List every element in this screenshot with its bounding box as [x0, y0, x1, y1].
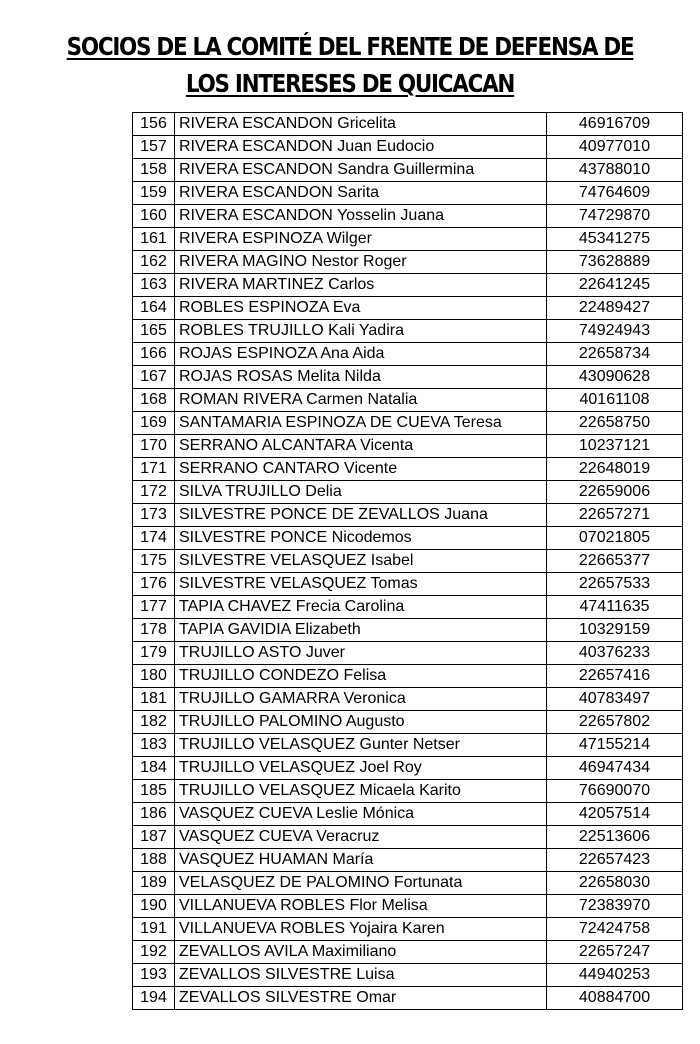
table-row [133, 711, 683, 734]
member-number: 172 [133, 481, 175, 504]
member-dni: 22659006 [547, 481, 683, 504]
member-name: TRUJILLO CONDEZO Felisa [175, 665, 547, 688]
table-row [133, 366, 683, 389]
table-row [133, 665, 683, 688]
member-dni: 40783497 [547, 688, 683, 711]
member-name: ZEVALLOS AVILA Maximiliano [175, 941, 547, 964]
member-name: RIVERA ESCANDON Juan Eudocio [175, 136, 547, 159]
table-row [133, 251, 683, 274]
member-number: 166 [133, 343, 175, 366]
page-title: SOCIOS DE LA COMITÉ DEL FRENTE DE DEFENSA DE LOS INTERESES DE QUICACAN [66, 32, 634, 98]
member-dni: 72383970 [547, 895, 683, 918]
table-row [133, 849, 683, 872]
table-row [133, 481, 683, 504]
member-dni: 42057514 [547, 803, 683, 826]
member-name: ROMAN RIVERA Carmen Natalia [175, 389, 547, 412]
member-number: 165 [133, 320, 175, 343]
member-name: SILVA TRUJILLO Delia [175, 481, 547, 504]
member-dni: 40161108 [547, 389, 683, 412]
member-dni: 22657416 [547, 665, 683, 688]
member-number: 176 [133, 573, 175, 596]
member-name: RIVERA MAGINO Nestor Roger [175, 251, 547, 274]
member-name: RIVERA ESPINOZA Wilger [175, 228, 547, 251]
table-row [133, 826, 683, 849]
member-dni: 22648019 [547, 458, 683, 481]
table-row [133, 964, 683, 987]
table-row [133, 895, 683, 918]
table-row [133, 941, 683, 964]
table-row [133, 918, 683, 941]
member-name: ROBLES TRUJILLO Kali Yadira [175, 320, 547, 343]
member-dni: 74764609 [547, 182, 683, 205]
table-row [133, 297, 683, 320]
table-row [133, 182, 683, 205]
member-name: ZEVALLOS SILVESTRE Omar [175, 987, 547, 1010]
member-number: 157 [133, 136, 175, 159]
member-number: 186 [133, 803, 175, 826]
member-name: RIVERA ESCANDON Yosselin Juana [175, 205, 547, 228]
member-number: 183 [133, 734, 175, 757]
member-number: 164 [133, 297, 175, 320]
member-dni: 22641245 [547, 274, 683, 297]
table-row [133, 113, 683, 136]
member-number: 189 [133, 872, 175, 895]
member-dni: 43090628 [547, 366, 683, 389]
table-row [133, 688, 683, 711]
member-dni: 22658734 [547, 343, 683, 366]
member-dni: 22657423 [547, 849, 683, 872]
member-dni: 22657533 [547, 573, 683, 596]
member-dni: 43788010 [547, 159, 683, 182]
member-name: VASQUEZ CUEVA Leslie Mónica [175, 803, 547, 826]
table-row [133, 435, 683, 458]
member-name: TAPIA CHAVEZ Frecia Carolina [175, 596, 547, 619]
member-name: TRUJILLO ASTO Juver [175, 642, 547, 665]
member-dni: 44940253 [547, 964, 683, 987]
table-row [133, 619, 683, 642]
member-number: 158 [133, 159, 175, 182]
member-number: 177 [133, 596, 175, 619]
member-number: 161 [133, 228, 175, 251]
member-name: VILLANUEVA ROBLES Flor Melisa [175, 895, 547, 918]
member-name: ROJAS ESPINOZA Ana Aida [175, 343, 547, 366]
member-number: 175 [133, 550, 175, 573]
table-row [133, 320, 683, 343]
member-number: 180 [133, 665, 175, 688]
table-row [133, 458, 683, 481]
member-number: 167 [133, 366, 175, 389]
member-dni: 22657802 [547, 711, 683, 734]
member-name: SERRANO CANTARO Vicente [175, 458, 547, 481]
table-row [133, 757, 683, 780]
member-name: TRUJILLO VELASQUEZ Joel Roy [175, 757, 547, 780]
member-number: 181 [133, 688, 175, 711]
table-row [133, 274, 683, 297]
member-name: TRUJILLO GAMARRA Veronica [175, 688, 547, 711]
member-number: 174 [133, 527, 175, 550]
table-row [133, 550, 683, 573]
member-number: 160 [133, 205, 175, 228]
member-number: 162 [133, 251, 175, 274]
table-row [133, 803, 683, 826]
table-row [133, 159, 683, 182]
member-name: SANTAMARIA ESPINOZA DE CUEVA Teresa [175, 412, 547, 435]
member-name: TRUJILLO PALOMINO Augusto [175, 711, 547, 734]
table-row [133, 504, 683, 527]
member-dni: 10329159 [547, 619, 683, 642]
member-name: TRUJILLO VELASQUEZ Gunter Netser [175, 734, 547, 757]
member-number: 178 [133, 619, 175, 642]
member-name: VASQUEZ HUAMAN María [175, 849, 547, 872]
member-number: 191 [133, 918, 175, 941]
member-number: 192 [133, 941, 175, 964]
member-name: SILVESTRE VELASQUEZ Tomas [175, 573, 547, 596]
member-number: 179 [133, 642, 175, 665]
member-dni: 45341275 [547, 228, 683, 251]
table-row [133, 596, 683, 619]
table-row [133, 412, 683, 435]
member-dni: 22665377 [547, 550, 683, 573]
member-name: RIVERA ESCANDON Sarita [175, 182, 547, 205]
member-dni: 47411635 [547, 596, 683, 619]
member-name: TRUJILLO VELASQUEZ Micaela Karito [175, 780, 547, 803]
member-name: VASQUEZ CUEVA Veracruz [175, 826, 547, 849]
table-row [133, 343, 683, 366]
member-name: SILVESTRE PONCE Nicodemos [175, 527, 547, 550]
member-name: VILLANUEVA ROBLES Yojaira Karen [175, 918, 547, 941]
member-dni: 72424758 [547, 918, 683, 941]
member-number: 182 [133, 711, 175, 734]
member-dni: 22657271 [547, 504, 683, 527]
member-name: RIVERA MARTINEZ Carlos [175, 274, 547, 297]
table-row [133, 136, 683, 159]
member-dni: 74729870 [547, 205, 683, 228]
member-name: TAPIA GAVIDIA Elizabeth [175, 619, 547, 642]
table-row [133, 527, 683, 550]
table-row [133, 228, 683, 251]
member-dni: 22513606 [547, 826, 683, 849]
member-number: 171 [133, 458, 175, 481]
member-name: ROJAS ROSAS Melita Nilda [175, 366, 547, 389]
member-name: RIVERA ESCANDON Gricelita [175, 113, 547, 136]
member-number: 159 [133, 182, 175, 205]
members-table-body [133, 113, 683, 1010]
member-name: SERRANO ALCANTARA Vicenta [175, 435, 547, 458]
member-dni: 76690070 [547, 780, 683, 803]
member-number: 185 [133, 780, 175, 803]
table-row [133, 389, 683, 412]
member-number: 184 [133, 757, 175, 780]
table-row [133, 642, 683, 665]
member-name: SILVESTRE VELASQUEZ Isabel [175, 550, 547, 573]
member-dni: 74924943 [547, 320, 683, 343]
member-number: 187 [133, 826, 175, 849]
member-number: 156 [133, 113, 175, 136]
member-number: 188 [133, 849, 175, 872]
table-row [133, 780, 683, 803]
member-name: VELASQUEZ DE PALOMINO Fortunata [175, 872, 547, 895]
member-dni: 22658030 [547, 872, 683, 895]
member-dni: 46916709 [547, 113, 683, 136]
table-row [133, 987, 683, 1010]
member-number: 170 [133, 435, 175, 458]
member-dni: 22489427 [547, 297, 683, 320]
members-table [132, 112, 683, 1010]
member-name: ZEVALLOS SILVESTRE Luisa [175, 964, 547, 987]
member-number: 169 [133, 412, 175, 435]
member-name: SILVESTRE PONCE DE ZEVALLOS Juana [175, 504, 547, 527]
member-number: 193 [133, 964, 175, 987]
member-number: 194 [133, 987, 175, 1010]
member-dni: 10237121 [547, 435, 683, 458]
member-dni: 07021805 [547, 527, 683, 550]
member-dni: 22657247 [547, 941, 683, 964]
member-number: 168 [133, 389, 175, 412]
member-number: 173 [133, 504, 175, 527]
member-name: ROBLES ESPINOZA Eva [175, 297, 547, 320]
member-dni: 22658750 [547, 412, 683, 435]
table-row [133, 205, 683, 228]
member-dni: 46947434 [547, 757, 683, 780]
member-dni: 73628889 [547, 251, 683, 274]
member-dni: 47155214 [547, 734, 683, 757]
table-row [133, 734, 683, 757]
member-dni: 40884700 [547, 987, 683, 1010]
member-number: 163 [133, 274, 175, 297]
member-name: RIVERA ESCANDON Sandra Guillermina [175, 159, 547, 182]
member-dni: 40376233 [547, 642, 683, 665]
table-row [133, 573, 683, 596]
table-row [133, 872, 683, 895]
member-dni: 40977010 [547, 136, 683, 159]
member-number: 190 [133, 895, 175, 918]
